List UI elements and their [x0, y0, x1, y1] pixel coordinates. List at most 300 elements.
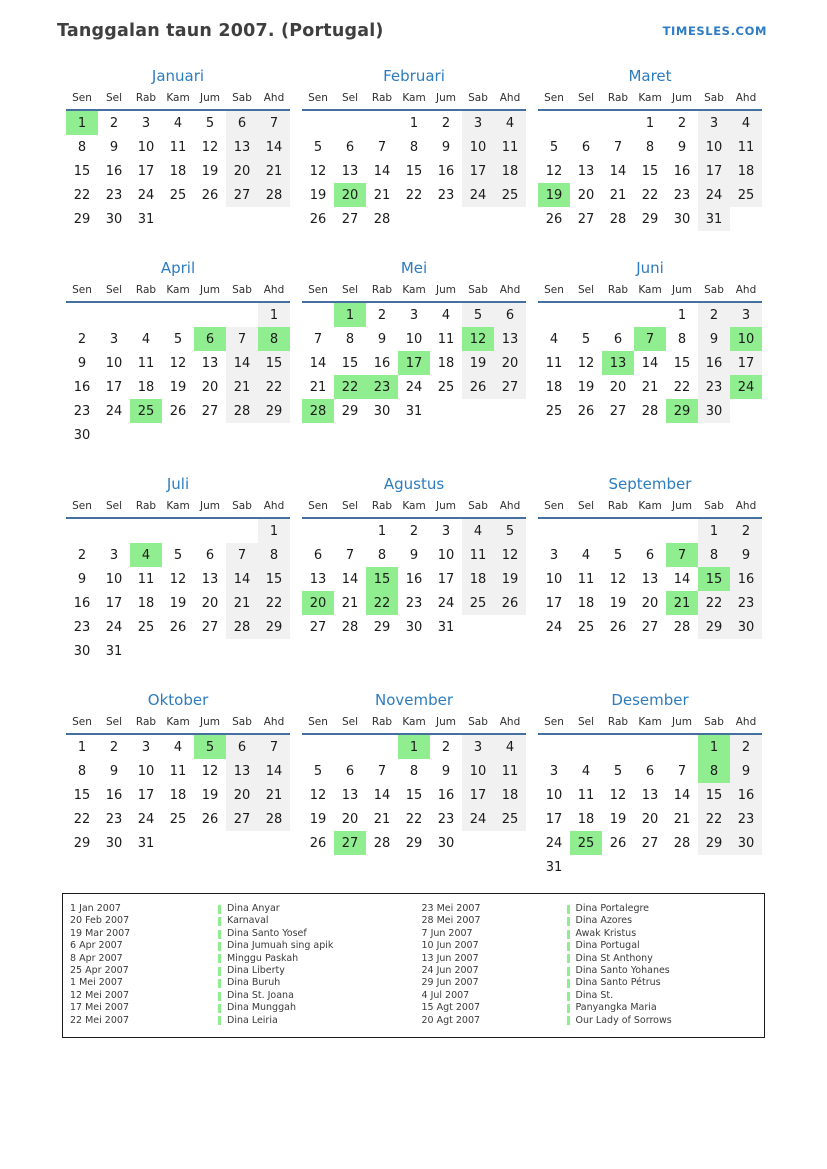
weekday-header: Rab [130, 716, 162, 734]
empty-cell [334, 518, 366, 543]
empty-cell [366, 734, 398, 759]
day-cell: 22 [641, 187, 659, 203]
weekday-header: Rab [130, 284, 162, 302]
weekday-header: Sab [226, 284, 258, 302]
day-cell: 26 [201, 811, 219, 827]
weekday-header: Sab [462, 92, 494, 110]
day-cell: 11 [169, 763, 187, 779]
day-cell: 15 [258, 567, 290, 591]
weekday-header: Sel [570, 92, 602, 110]
day-cell: 18 [730, 159, 762, 183]
weekday-header: Jum [194, 716, 226, 734]
day-cell: 20 [201, 379, 219, 395]
day-cell: 31 [437, 619, 455, 635]
day-cell: 17 [137, 787, 155, 803]
day-cell: 19 [201, 163, 219, 179]
day-cell: 17 [730, 351, 762, 375]
day-cell: 12 [609, 787, 627, 803]
day-cell: 27 [341, 211, 359, 227]
day-cell: 30 [673, 211, 691, 227]
legend-holiday-label: Dina Munggah [227, 1002, 296, 1014]
month-table [538, 500, 762, 639]
day-cell: 9 [77, 571, 87, 587]
day-cell: 14 [673, 571, 691, 587]
legend-holiday-label: Dina Portugal [575, 940, 640, 952]
empty-cell [226, 518, 258, 543]
weekday-header: Jum [194, 284, 226, 302]
day-cell: 18 [169, 163, 187, 179]
weekday-header: Sel [570, 716, 602, 734]
month-table [302, 92, 526, 231]
day-cell: 20 [641, 595, 659, 611]
day-cell: 23 [73, 403, 91, 419]
day-cell: 7 [345, 547, 355, 563]
day-cell: 8 [409, 139, 419, 155]
legend-holiday-name [567, 977, 758, 989]
day-cell: 25 [545, 403, 563, 419]
empty-cell [730, 855, 762, 879]
day-cell: 3 [409, 307, 419, 323]
day-cell: 14 [673, 787, 691, 803]
day-cell: 22 [73, 811, 91, 827]
month-title: April [160, 259, 196, 277]
day-cell: 3 [698, 110, 730, 135]
empty-cell [570, 302, 602, 327]
month-juli [66, 475, 290, 663]
day-cell: 21 [258, 159, 290, 183]
empty-cell [302, 734, 334, 759]
legend-date: 12 Mei 2007 [70, 989, 129, 1001]
weekday-header: Sen [302, 284, 334, 302]
legend-date: 24 Jun 2007 [421, 965, 479, 977]
day-cell: 12 [462, 327, 494, 351]
day-cell: 24 [462, 183, 494, 207]
weekday-header: Ahd [258, 284, 290, 302]
holiday-marker-icon [218, 1004, 221, 1013]
day-cell: 20 [226, 783, 258, 807]
day-cell: 13 [226, 135, 258, 159]
month-table [66, 500, 290, 663]
weekday-header: Kam [162, 92, 194, 110]
weekday-header: Sel [98, 716, 130, 734]
day-cell: 8 [258, 327, 290, 351]
day-cell: 18 [137, 379, 155, 395]
day-cell: 1 [66, 110, 98, 135]
day-cell: 6 [581, 139, 591, 155]
day-cell: 16 [105, 163, 123, 179]
day-cell: 3 [109, 331, 119, 347]
day-cell: 23 [73, 619, 91, 635]
brand-link[interactable]: TIMESLES.COM [662, 24, 767, 38]
day-cell: 19 [309, 187, 327, 203]
weekday-header: Sab [226, 716, 258, 734]
empty-cell [162, 518, 194, 543]
day-cell: 15 [258, 351, 290, 375]
empty-cell [634, 734, 666, 759]
day-cell: 18 [494, 783, 526, 807]
empty-cell [194, 207, 226, 231]
day-cell: 11 [730, 135, 762, 159]
legend-holiday-name [218, 1002, 414, 1014]
day-cell: 19 [538, 183, 570, 207]
legend-entry [70, 1015, 414, 1027]
day-cell: 17 [437, 571, 455, 587]
day-cell: 3 [549, 763, 559, 779]
day-cell: 14 [226, 351, 258, 375]
day-cell: 10 [137, 763, 155, 779]
day-cell: 17 [698, 159, 730, 183]
day-cell: 23 [437, 811, 455, 827]
month-title: November [374, 691, 454, 709]
empty-cell [226, 423, 258, 447]
day-cell: 11 [494, 759, 526, 783]
empty-cell [730, 207, 762, 231]
day-cell: 24 [137, 187, 155, 203]
day-cell: 20 [641, 811, 659, 827]
month-table [538, 92, 762, 231]
day-cell: 13 [309, 571, 327, 587]
legend-date: 28 Mei 2007 [421, 915, 481, 927]
day-cell: 2 [77, 547, 87, 563]
day-cell: 10 [437, 547, 455, 563]
day-cell: 21 [373, 187, 391, 203]
legend-holiday-label: Dina St. Joana [227, 989, 294, 1001]
day-cell: 4 [441, 307, 451, 323]
day-cell: 7 [258, 110, 290, 135]
day-cell: 13 [494, 327, 526, 351]
day-cell: 6 [226, 734, 258, 759]
legend-entry [414, 1015, 758, 1027]
empty-cell [226, 302, 258, 327]
day-cell: 11 [437, 331, 455, 347]
month-title: Agustus [383, 475, 445, 493]
day-cell: 25 [570, 831, 602, 855]
empty-cell [430, 399, 462, 423]
empty-cell [334, 110, 366, 135]
day-cell: 16 [673, 163, 691, 179]
day-cell: 9 [441, 763, 451, 779]
day-cell: 6 [645, 763, 655, 779]
day-cell: 28 [673, 835, 691, 851]
day-cell: 27 [334, 831, 366, 855]
day-cell: 28 [226, 615, 258, 639]
legend-entry [414, 965, 758, 977]
day-cell: 29 [641, 211, 659, 227]
day-cell: 14 [258, 759, 290, 783]
day-cell: 12 [201, 139, 219, 155]
empty-cell [258, 639, 290, 663]
page-header [0, 0, 827, 41]
holiday-marker-icon [567, 954, 570, 963]
day-cell: 2 [409, 523, 419, 539]
month-table [302, 500, 526, 639]
day-cell: 1 [698, 734, 730, 759]
empty-cell [226, 639, 258, 663]
day-cell: 19 [609, 811, 627, 827]
empty-cell [366, 110, 398, 135]
day-cell: 29 [341, 403, 359, 419]
legend-holiday-label: Dina Jumuah sing apik [227, 940, 334, 952]
day-cell: 17 [462, 783, 494, 807]
day-cell: 26 [169, 403, 187, 419]
day-cell: 12 [577, 355, 595, 371]
day-cell: 10 [698, 135, 730, 159]
day-cell: 12 [609, 571, 627, 587]
day-cell: 28 [341, 619, 359, 635]
legend-box [62, 893, 765, 1038]
legend-entry [414, 940, 758, 952]
day-cell: 7 [634, 327, 666, 351]
day-cell: 28 [373, 211, 391, 227]
empty-cell [462, 207, 494, 231]
day-cell: 7 [377, 763, 387, 779]
day-cell: 10 [462, 759, 494, 783]
legend-date: 6 Apr 2007 [70, 940, 123, 952]
empty-cell [666, 518, 698, 543]
empty-cell [602, 110, 634, 135]
weekday-header: Ahd [494, 284, 526, 302]
legend-entry [70, 903, 414, 915]
empty-cell [130, 423, 162, 447]
day-cell: 25 [494, 807, 526, 831]
legend-date: 22 Mei 2007 [70, 1014, 129, 1026]
day-cell: 5 [205, 115, 215, 131]
day-cell: 4 [581, 547, 591, 563]
day-cell: 26 [462, 375, 494, 399]
day-cell: 23 [405, 595, 423, 611]
day-cell: 22 [698, 591, 730, 615]
day-cell: 28 [258, 807, 290, 831]
legend-holiday-label: Dina St. [575, 989, 614, 1001]
day-cell: 15 [673, 355, 691, 371]
day-cell: 16 [105, 787, 123, 803]
weekday-header: Sel [334, 92, 366, 110]
day-cell: 21 [666, 591, 698, 615]
day-cell: 5 [194, 734, 226, 759]
legend-column-left [70, 903, 414, 1027]
day-cell: 16 [437, 787, 455, 803]
holiday-marker-icon [218, 992, 221, 1001]
day-cell: 24 [105, 619, 123, 635]
day-cell: 1 [258, 518, 290, 543]
day-cell: 2 [730, 518, 762, 543]
weekday-header: Sen [538, 92, 570, 110]
day-cell: 21 [226, 375, 258, 399]
holiday-marker-icon [218, 905, 221, 914]
weekday-header: Rab [130, 500, 162, 518]
empty-cell [634, 518, 666, 543]
legend-holiday-label: Dina Santo Yosef [227, 927, 307, 939]
day-cell: 20 [226, 159, 258, 183]
day-cell: 20 [341, 811, 359, 827]
day-cell: 3 [141, 115, 151, 131]
day-cell: 4 [173, 739, 183, 755]
weekday-header: Ahd [730, 500, 762, 518]
weekday-header: Sen [66, 284, 98, 302]
day-cell: 27 [494, 375, 526, 399]
day-cell: 15 [366, 567, 398, 591]
day-cell: 19 [201, 787, 219, 803]
empty-cell [462, 831, 494, 855]
weekday-header: Sab [462, 500, 494, 518]
legend-date: 15 Agt 2007 [421, 1002, 481, 1014]
day-cell: 27 [201, 403, 219, 419]
holiday-marker-icon [218, 979, 221, 988]
day-cell: 24 [405, 379, 423, 395]
day-cell: 15 [641, 163, 659, 179]
day-cell: 11 [494, 135, 526, 159]
empty-cell [98, 518, 130, 543]
day-cell: 10 [405, 331, 423, 347]
empty-cell [258, 423, 290, 447]
weekday-header: Rab [366, 500, 398, 518]
empty-cell [666, 855, 698, 879]
month-april [66, 259, 290, 447]
day-cell: 28 [258, 183, 290, 207]
day-cell: 14 [609, 163, 627, 179]
legend-entry [70, 977, 414, 989]
weekday-header: Sab [698, 92, 730, 110]
day-cell: 16 [373, 355, 391, 371]
day-cell: 25 [494, 183, 526, 207]
legend-date: 1 Jan 2007 [70, 903, 121, 914]
day-cell: 19 [609, 595, 627, 611]
legend-holiday-label: Dina Leiria [227, 1014, 278, 1026]
day-cell: 6 [313, 547, 323, 563]
day-cell: 16 [698, 351, 730, 375]
legend-entry [414, 953, 758, 965]
day-cell: 7 [677, 763, 687, 779]
day-cell: 6 [194, 327, 226, 351]
day-cell: 24 [105, 403, 123, 419]
day-cell: 6 [645, 547, 655, 563]
empty-cell [226, 831, 258, 855]
day-cell: 30 [73, 427, 91, 443]
legend-holiday-label: Our Lady of Sorrows [575, 1014, 672, 1026]
day-cell: 20 [201, 595, 219, 611]
legend-holiday-name [567, 1002, 758, 1014]
day-cell: 13 [602, 351, 634, 375]
day-cell: 31 [137, 211, 155, 227]
day-cell: 5 [549, 139, 559, 155]
weekday-header: Jum [430, 500, 462, 518]
day-cell: 27 [609, 403, 627, 419]
day-cell: 12 [169, 355, 187, 371]
empty-cell [570, 518, 602, 543]
weekday-header: Sab [226, 92, 258, 110]
day-cell: 13 [341, 787, 359, 803]
day-cell: 19 [577, 379, 595, 395]
day-cell: 11 [577, 571, 595, 587]
day-cell: 9 [109, 763, 119, 779]
legend-date: 20 Agt 2007 [421, 1014, 481, 1026]
legend-holiday-label: Awak Kristus [575, 927, 637, 939]
legend-holiday-name [567, 1015, 758, 1027]
day-cell: 21 [341, 595, 359, 611]
day-cell: 24 [137, 811, 155, 827]
day-cell: 17 [105, 379, 123, 395]
empty-cell [538, 518, 570, 543]
empty-cell [334, 734, 366, 759]
legend-holiday-label: Dina Portalegre [575, 903, 650, 914]
legend-holiday-name [567, 928, 758, 940]
legend-holiday-label: Panyangka Maria [575, 1002, 657, 1014]
legend-holiday-name [218, 965, 414, 977]
day-cell: 15 [698, 567, 730, 591]
weekday-header: Kam [634, 716, 666, 734]
day-cell: 4 [581, 763, 591, 779]
legend-holiday-name [218, 903, 414, 915]
legend-holiday-name [567, 965, 758, 977]
holiday-marker-icon [218, 942, 221, 951]
empty-cell [634, 302, 666, 327]
weekday-header: Kam [162, 500, 194, 518]
day-cell: 24 [545, 835, 563, 851]
day-cell: 3 [462, 110, 494, 135]
legend-entry [414, 977, 758, 989]
day-cell: 24 [698, 183, 730, 207]
day-cell: 9 [77, 355, 87, 371]
day-cell: 21 [609, 187, 627, 203]
day-cell: 29 [258, 615, 290, 639]
day-cell: 13 [341, 163, 359, 179]
day-cell: 18 [545, 379, 563, 395]
weekday-header: Sab [698, 500, 730, 518]
day-cell: 30 [405, 619, 423, 635]
day-cell: 3 [462, 734, 494, 759]
day-cell: 26 [201, 187, 219, 203]
legend-holiday-name [218, 977, 414, 989]
day-cell: 12 [309, 787, 327, 803]
day-cell: 9 [441, 139, 451, 155]
day-cell: 25 [462, 591, 494, 615]
holiday-marker-icon [218, 954, 221, 963]
day-cell: 9 [677, 139, 687, 155]
weekday-header: Jum [194, 92, 226, 110]
empty-cell [494, 615, 526, 639]
day-cell: 10 [105, 571, 123, 587]
empty-cell [602, 855, 634, 879]
holiday-marker-icon [567, 979, 570, 988]
day-cell: 25 [169, 187, 187, 203]
day-cell: 10 [730, 327, 762, 351]
day-cell: 5 [173, 547, 183, 563]
day-cell: 30 [730, 831, 762, 855]
day-cell: 22 [73, 187, 91, 203]
day-cell: 19 [462, 351, 494, 375]
day-cell: 30 [437, 835, 455, 851]
day-cell: 19 [309, 811, 327, 827]
day-cell: 31 [698, 207, 730, 231]
month-title: Januari [151, 67, 205, 85]
day-cell: 27 [641, 619, 659, 635]
day-cell: 17 [545, 595, 563, 611]
day-cell: 8 [77, 139, 87, 155]
day-cell: 5 [494, 518, 526, 543]
day-cell: 1 [409, 115, 419, 131]
day-cell: 26 [609, 619, 627, 635]
legend-date: 17 Mei 2007 [70, 1002, 129, 1014]
day-cell: 26 [494, 591, 526, 615]
empty-cell [194, 302, 226, 327]
day-cell: 28 [609, 211, 627, 227]
day-cell: 8 [698, 759, 730, 783]
weekday-header: Jum [666, 500, 698, 518]
weekday-header: Rab [130, 92, 162, 110]
day-cell: 4 [462, 518, 494, 543]
legend-holiday-name [218, 1015, 414, 1027]
empty-cell [302, 110, 334, 135]
